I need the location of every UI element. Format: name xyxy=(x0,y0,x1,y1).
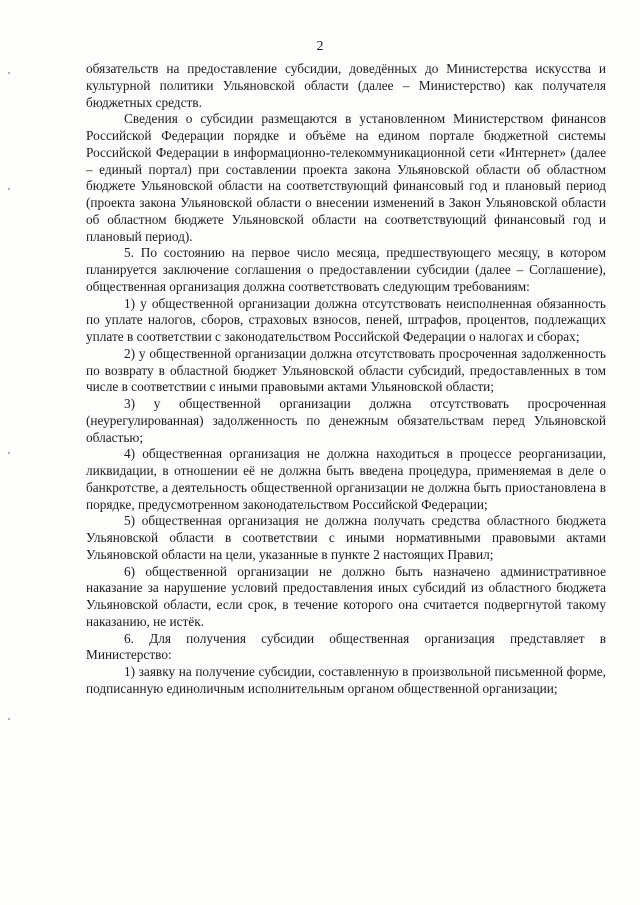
scan-artifact xyxy=(8,718,10,720)
document-body xyxy=(86,61,606,698)
scan-artifact xyxy=(8,452,10,454)
paragraph: 5. По состоянию на первое число месяца, предшествующего месяцу, в котором планируется заключение соглашения о предоставлении субсидии (далее – Соглашение), общественная организация должна соответствовать следующим требованиям: xyxy=(86,245,606,294)
list-item: 3) у общественной организации должна отсутствовать просроченная (неурегулированная) задолженность по денежным обязательствам перед Ульяновской областью; xyxy=(86,396,606,445)
list-item: 4) общественная организация не должна находиться в процессе реорганизации, ликвидации, в отношении её не должна быть введена процедура, применяемая в деле о банкротстве, а деятельность общественной организации не должна быть приостановлена в порядке, предусмотренном законодательством Российской Федерации; xyxy=(86,446,606,512)
list-item: 2) у общественной организации должна отсутствовать просроченная задолженность по возврату в областной бюджет Ульяновской области субсидий, предоставленных в том числе в соответствии с иными правовыми актами Ульяновской области; xyxy=(86,345,606,395)
page-number: 2 xyxy=(316,39,324,54)
paragraph: Сведения о субсидии размещаются в установленном Министерством финансов Российской Федерации порядке и объёме на едином портале бюджетной системы Российской Федерации в информационно-телекоммуникационной сети «Интернет» (далее – единый портал) при составлении проекта закона Ульяновской области об областном бюджете Ульяновской области на соответствующий финансовый год и плановый период (проекта закона Ульяновской области о внесении изменений в Закон Ульяновской области об областном бюджете Ульяновской области на соответствующий финансовый год и плановый период). xyxy=(86,111,606,244)
scan-artifact xyxy=(8,72,10,74)
scan-artifact xyxy=(8,188,10,190)
list-item: 1) заявку на получение субсидии, составленную в произвольной письменной форме, подписанную единоличным исполнительным органом общественной организации; xyxy=(86,664,606,696)
list-item: 6) общественной организации не должно быть назначено административное наказание за нарушение условий предоставления иных субсидий из областного бюджета Ульяновской области, если срок, в течение которого она считается подвергнутой такому наказанию, не истёк. xyxy=(86,563,606,629)
paragraph: обязательств на предоставление субсидии, доведённых до Министерства искусства и культурной политики Ульяновской области (далее – Министерство) как получателя бюджетных средств. xyxy=(86,61,606,110)
list-item: 1) у общественной организации должна отсутствовать неисполненная обязанность по уплате налогов, сборов, страховых взносов, пеней, штрафов, процентов, подлежащих уплате в соответствии с законодательством Российской Федерации о налогах и сборах; xyxy=(86,295,606,344)
paragraph: 6. Для получения субсидии общественная организация представляет в Министерство: xyxy=(86,630,606,663)
list-item: 5) общественная организация не должна получать средства областного бюджета Ульяновской области в соответствии с иными нормативными правовыми актами Ульяновской области на цели, указанные в пункте 2 настоящих Правил; xyxy=(86,513,606,562)
